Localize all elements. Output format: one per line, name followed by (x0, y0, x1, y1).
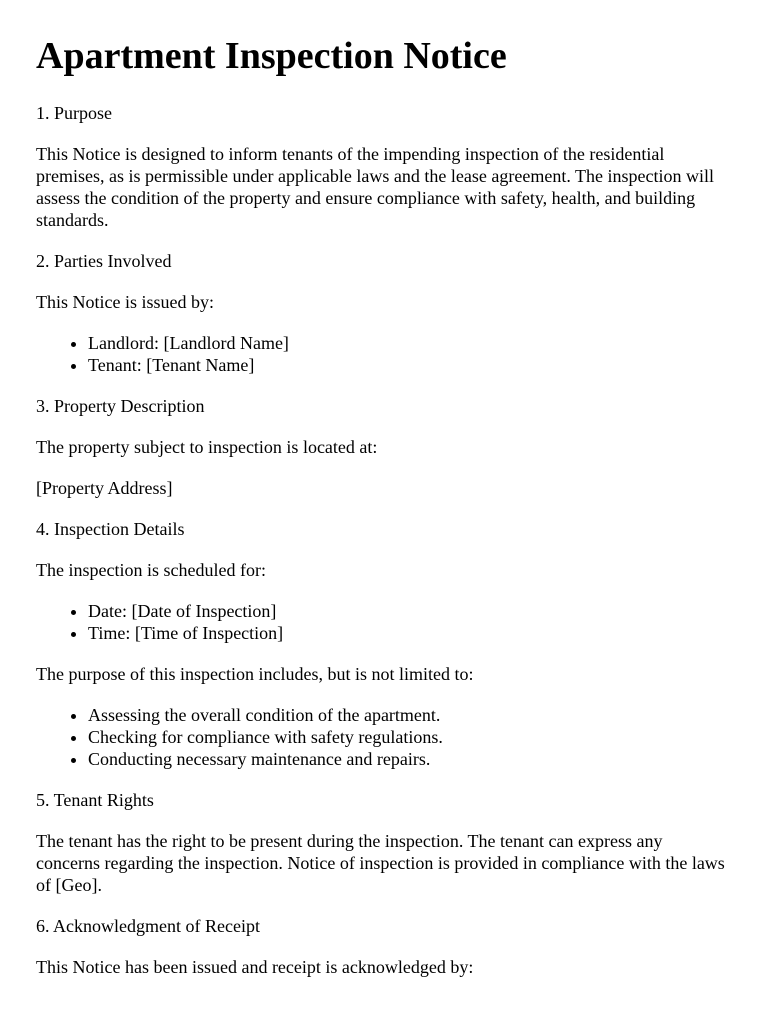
parties-intro: This Notice is issued by: (36, 292, 214, 312)
list-item: • Assessing the overall condition of the apartment. (88, 704, 730, 726)
section-heading-acknowledgment: 6. Acknowledgment of Receipt (36, 916, 260, 936)
purpose-paragraph: This Notice is designed to inform tenants of the impending inspection of the residential premises, as is permissible under applicable laws and the lease agreement. The inspection will assess the condition of the property and ensure compliance with safety, health, and building standards. (36, 144, 714, 230)
document-title: Apartment Inspection Notice (36, 35, 507, 77)
acknowledgment-paragraph: This Notice has been issued and receipt is acknowledged by: (36, 957, 474, 977)
section-heading-tenant-rights: 5. Tenant Rights (36, 790, 154, 810)
list-item: • Tenant: [Tenant Name] (88, 354, 730, 376)
section-heading-purpose: 1. Purpose (36, 103, 112, 123)
property-address: [Property Address] (36, 478, 173, 498)
inspection-schedule-list (36, 600, 730, 644)
section-heading-parties: 2. Parties Involved (36, 251, 172, 271)
list-item: • Checking for compliance with safety regulations. (88, 726, 730, 748)
section-heading-inspection: 4. Inspection Details (36, 519, 185, 539)
list-item: • Date: [Date of Inspection] (88, 600, 730, 622)
section-heading-property: 3. Property Description (36, 396, 205, 416)
list-item: • Conducting necessary maintenance and repairs. (88, 748, 730, 770)
list-item: • Time: [Time of Inspection] (88, 622, 730, 644)
list-item: • Landlord: [Landlord Name] (88, 332, 730, 354)
tenant-rights-paragraph: The tenant has the right to be present during the inspection. The tenant can express any concerns regarding the inspection. Notice of inspection is provided in compliance with the laws of [Geo]. (36, 831, 725, 895)
inspection-purpose-list (36, 704, 730, 770)
inspection-purpose-intro: The purpose of this inspection includes, but is not limited to: (36, 664, 474, 684)
parties-list (36, 332, 730, 376)
property-intro: The property subject to inspection is located at: (36, 437, 378, 457)
inspection-intro: The inspection is scheduled for: (36, 560, 266, 580)
